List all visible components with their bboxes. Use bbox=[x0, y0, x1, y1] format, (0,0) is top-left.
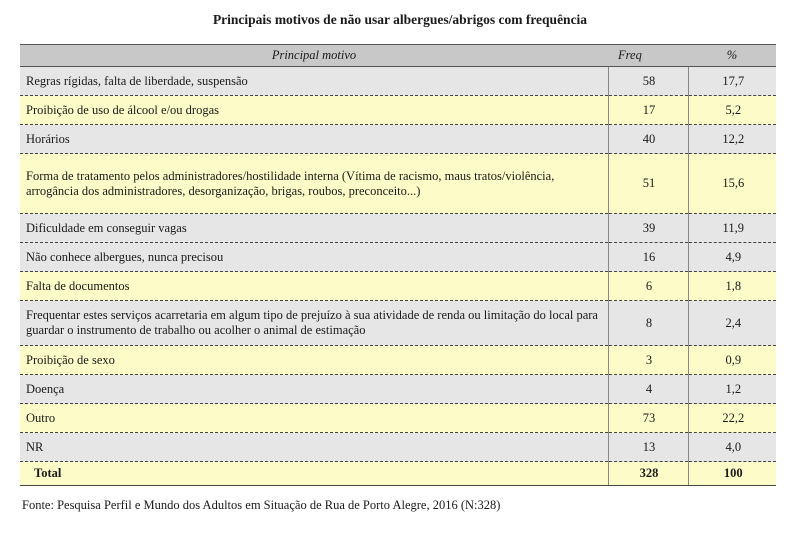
row-motivo: NR bbox=[20, 433, 608, 462]
reasons-table bbox=[20, 44, 776, 486]
total-row bbox=[20, 462, 776, 486]
row-motivo: Frequentar estes serviços acarretaria em algum tipo de prejuízo à sua atividade de renda ou limitação do local para guardar o instrumento de trabalho ou acolher o animal de estimação bbox=[20, 301, 608, 346]
table-row bbox=[20, 125, 776, 154]
source-note: Fonte: Pesquisa Perfil e Mundo dos Adultos em Situação de Rua de Porto Alegre, 2016 (N:328) bbox=[22, 498, 501, 512]
row-motivo: Outro bbox=[20, 404, 608, 433]
table-row bbox=[20, 214, 776, 243]
row-pct: 5,2 bbox=[688, 96, 776, 125]
total-label: Total bbox=[20, 462, 608, 486]
total-freq: 328 bbox=[608, 462, 688, 486]
table-row bbox=[20, 154, 776, 214]
row-motivo: Doença bbox=[20, 375, 608, 404]
table-row bbox=[20, 67, 776, 96]
row-pct: 1,2 bbox=[688, 375, 776, 404]
table-row bbox=[20, 272, 776, 301]
row-pct: 22,2 bbox=[688, 404, 776, 433]
header-row bbox=[20, 45, 776, 67]
table-row bbox=[20, 243, 776, 272]
row-freq: 51 bbox=[608, 154, 688, 214]
row-freq: 73 bbox=[608, 404, 688, 433]
row-motivo: Proibição de uso de álcool e/ou drogas bbox=[20, 96, 608, 125]
row-motivo: Horários bbox=[20, 125, 608, 154]
row-motivo: Falta de documentos bbox=[20, 272, 608, 301]
row-freq: 16 bbox=[608, 243, 688, 272]
row-pct: 2,4 bbox=[688, 301, 776, 346]
column-header-pct: % bbox=[688, 45, 776, 67]
row-motivo: Não conhece albergues, nunca precisou bbox=[20, 243, 608, 272]
row-pct: 4,0 bbox=[688, 433, 776, 462]
row-pct: 0,9 bbox=[688, 346, 776, 375]
row-freq: 3 bbox=[608, 346, 688, 375]
table-row bbox=[20, 96, 776, 125]
row-pct: 4,9 bbox=[688, 243, 776, 272]
row-freq: 40 bbox=[608, 125, 688, 154]
table-row bbox=[20, 433, 776, 462]
table-row bbox=[20, 375, 776, 404]
row-freq: 8 bbox=[608, 301, 688, 346]
table-row bbox=[20, 404, 776, 433]
table-title: Principais motivos de não usar albergues/abrigos com frequência bbox=[212, 12, 588, 27]
row-freq: 6 bbox=[608, 272, 688, 301]
row-freq: 4 bbox=[608, 375, 688, 404]
row-motivo: Regras rígidas, falta de liberdade, suspensão bbox=[20, 67, 608, 96]
row-freq: 39 bbox=[608, 214, 688, 243]
row-motivo: Dificuldade em conseguir vagas bbox=[20, 214, 608, 243]
row-freq: 58 bbox=[608, 67, 688, 96]
column-header-motivo: Principal motivo bbox=[20, 45, 608, 67]
row-pct: 17,7 bbox=[688, 67, 776, 96]
row-pct: 15,6 bbox=[688, 154, 776, 214]
row-freq: 13 bbox=[608, 433, 688, 462]
column-header-freq: Freq bbox=[608, 45, 688, 67]
row-pct: 1,8 bbox=[688, 272, 776, 301]
total-pct: 100 bbox=[688, 462, 776, 486]
row-motivo: Forma de tratamento pelos administradores/hostilidade interna (Vítima de racismo, maus tratos/violência, arrogância dos administradores, desorganização, brigas, roubos, preconceito...) bbox=[20, 154, 608, 214]
row-freq: 17 bbox=[608, 96, 688, 125]
table-row bbox=[20, 346, 776, 375]
row-pct: 11,9 bbox=[688, 214, 776, 243]
table-row bbox=[20, 301, 776, 346]
row-pct: 12,2 bbox=[688, 125, 776, 154]
row-motivo: Proibição de sexo bbox=[20, 346, 608, 375]
